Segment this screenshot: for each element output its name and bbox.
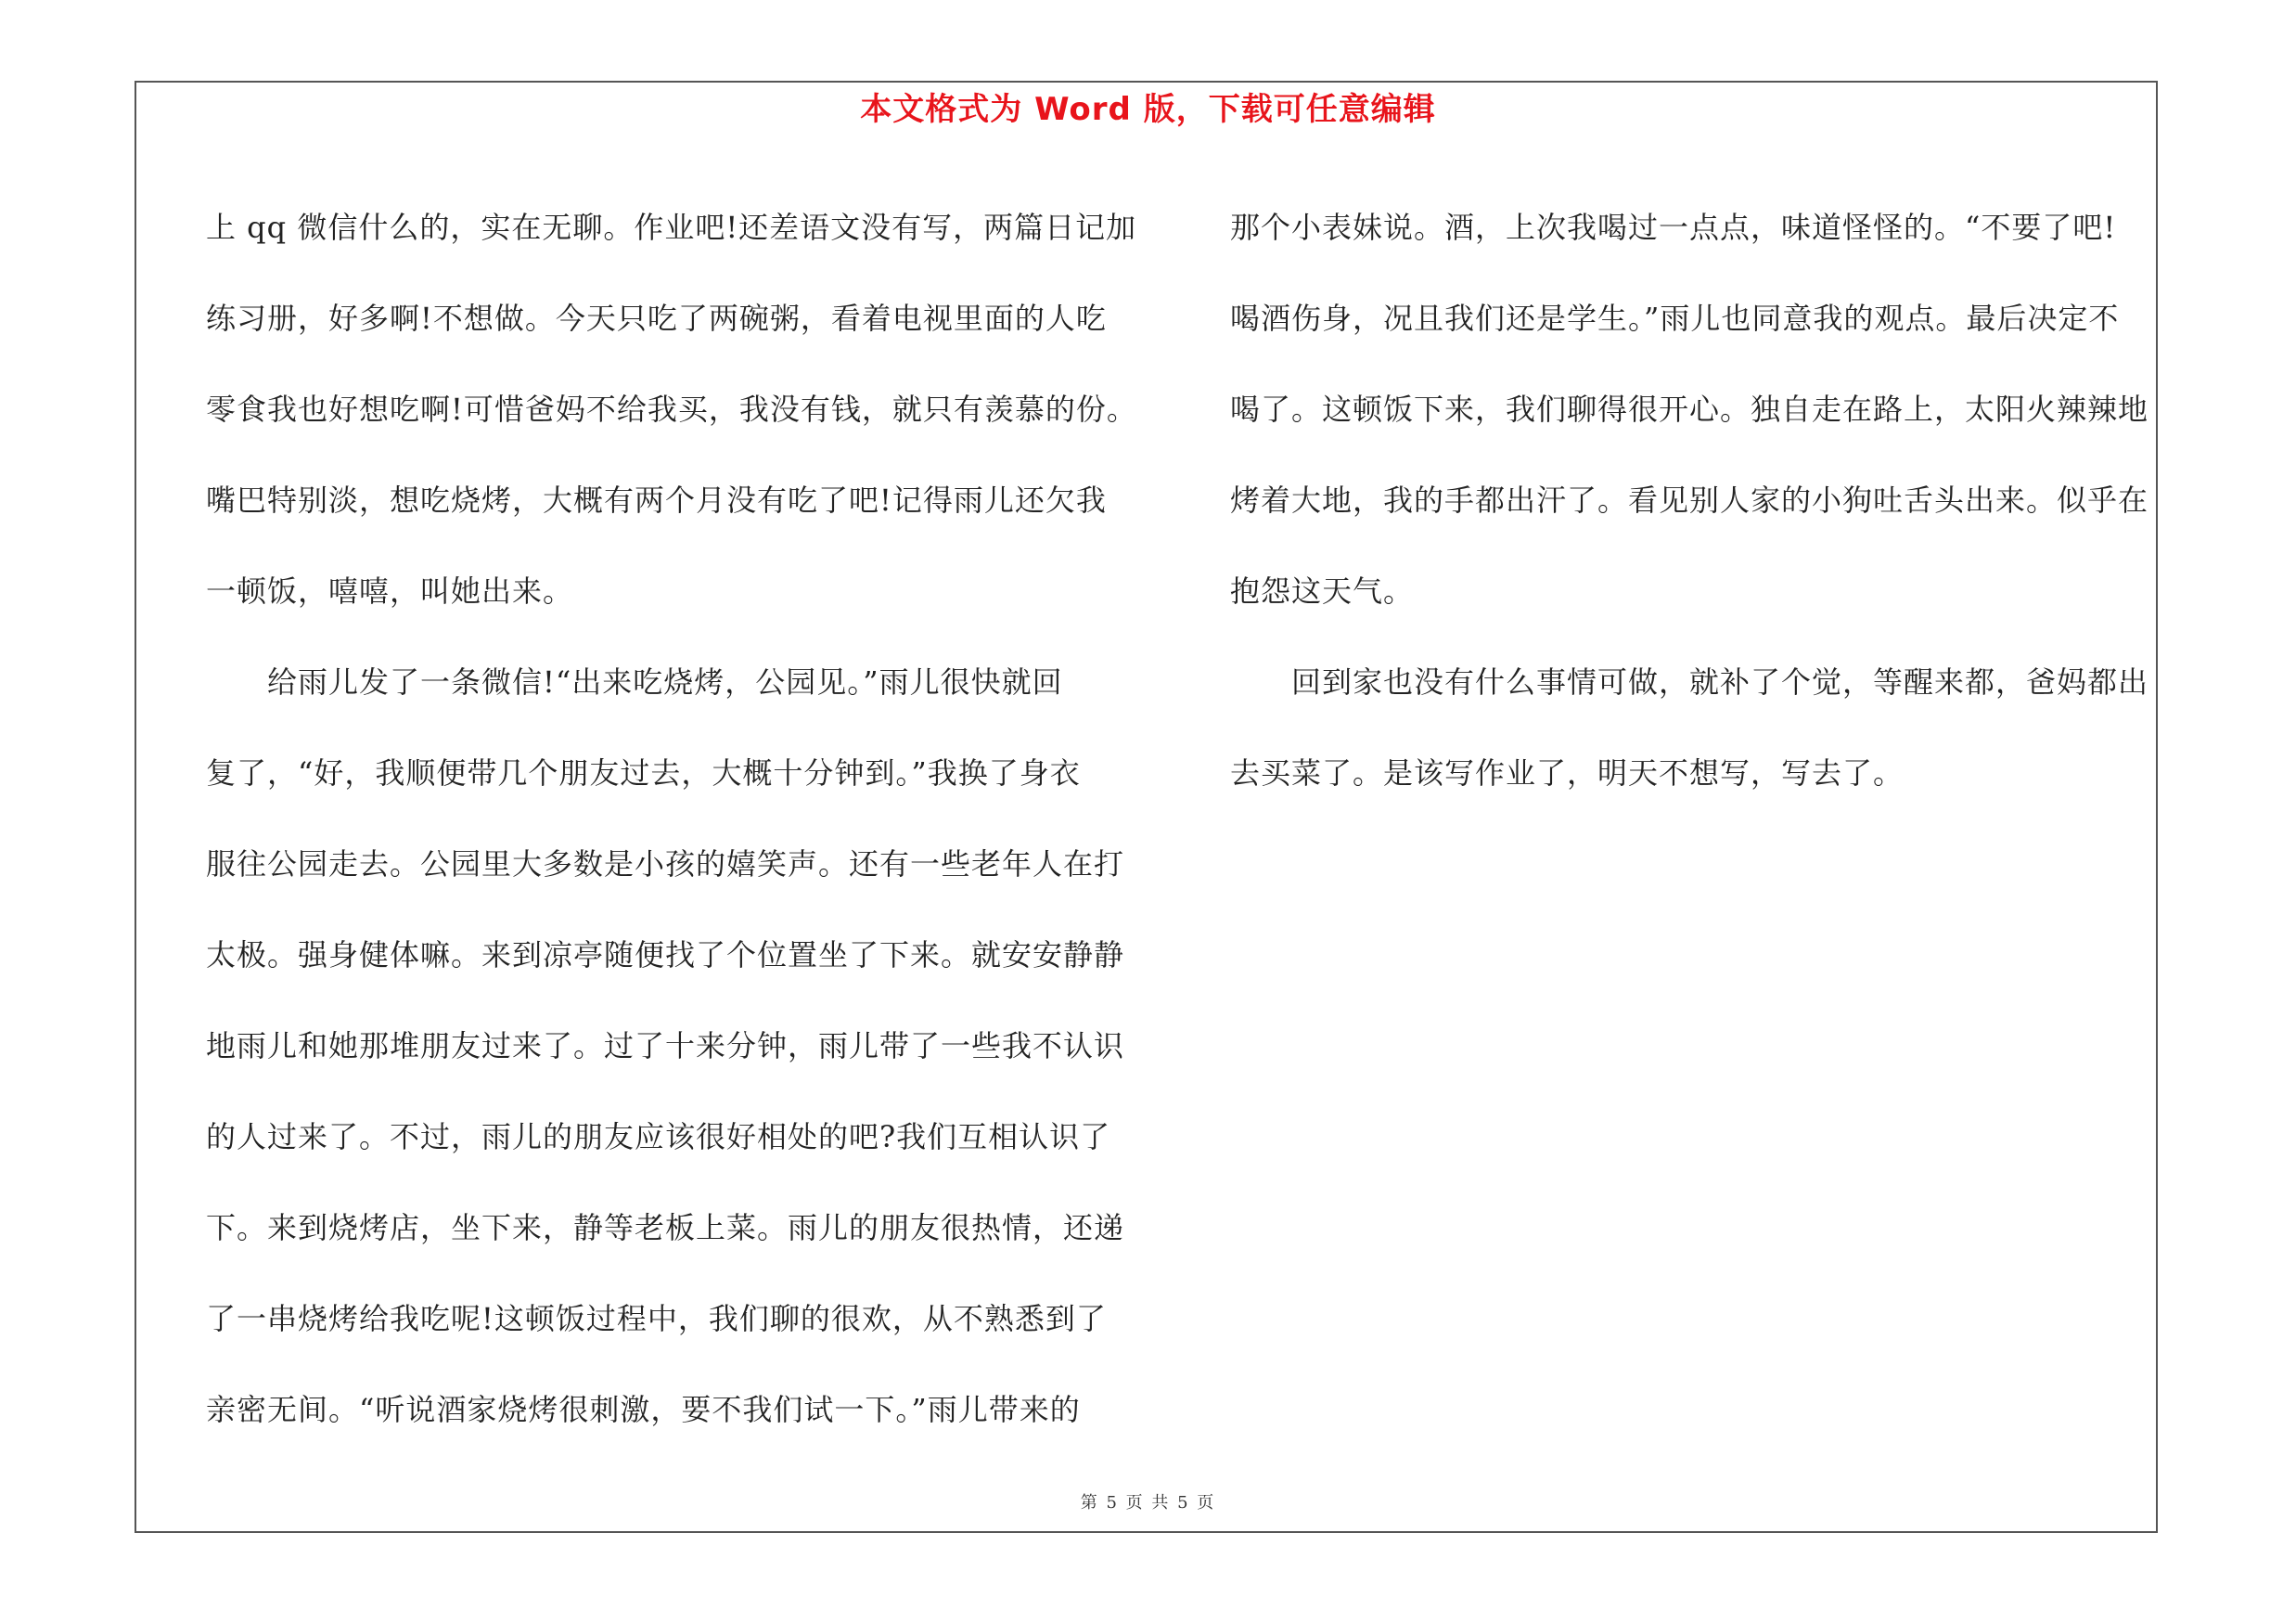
text-line: 下。来到烧烤店，坐下来，静等老板上菜。雨儿的朋友很热情，还递 [206,1210,1125,1245]
text-line: 给雨儿发了一条微信!“出来吃烧烤，公园见。”雨儿很快就回 [206,664,1063,700]
text-line: 的人过来了。不过，雨儿的朋友应该很好相处的吧?我们互相认识了 [206,1119,1111,1154]
text-line: 了一串烧烤给我吃呢!这顿饭过程中，我们聊的很欢，从不熟悉到了 [206,1301,1107,1336]
text-line: 上 qq 微信什么的，实在无聊。作业吧!还差语文没有写，两篇日记加 [206,210,1137,245]
text-line: 抱怨这天气。 [1230,573,1415,609]
text-line: 地雨儿和她那堆朋友过来了。过了十来分钟，雨儿带了一些我不认识 [206,1028,1125,1063]
text-line: 去买菜了。是该写作业了，明天不想写，写去了。 [1230,755,1905,791]
text-line: 亲密无间。“听说酒家烧烤很刺激，要不我们试一下。”雨儿带来的 [206,1392,1081,1427]
text-line: 回到家也没有什么事情可做，就补了个觉，等醒来都，爸妈都出 [1230,664,2149,700]
right-text-column [1230,182,2152,818]
text-line: 太极。强身健体嘛。来到凉亭随便找了个位置坐了下来。就安安静静 [206,937,1125,973]
text-line: 那个小表妹说。酒，上次我喝过一点点，味道怪怪的。“不要了吧! [1230,210,2117,245]
text-line: 复了，“好，我顺便带几个朋友过去，大概十分钟到。”我换了身衣 [206,755,1081,791]
text-line: 零食我也好想吃啊!可惜爸妈不给我买，我没有钱，就只有羡慕的份。 [206,392,1137,427]
page-number-footer: 第 5 页 共 5 页 [1080,1493,1216,1513]
format-banner: 本文格式为 Word 版，下载可任意编辑 [860,91,1436,128]
text-line: 烤着大地，我的手都出汗了。看见别人家的小狗吐舌头出来。似乎在 [1230,483,2149,518]
text-line: 服往公园走去。公园里大多数是小孩的嬉笑声。还有一些老年人在打 [206,846,1125,882]
text-line: 练习册，好多啊!不想做。今天只吃了两碗粥，看着电视里面的人吃 [206,301,1107,336]
text-line: 喝酒伤身，况且我们还是学生。”雨儿也同意我的观点。最后决定不 [1230,301,2120,336]
text-line: 喝了。这顿饭下来，我们聊得很开心。独自走在路上，太阳火辣辣地 [1230,392,2149,427]
text-line: 一顿饭，嘻嘻，叫她出来。 [206,573,574,609]
left-text-column [206,182,1137,1455]
text-line: 嘴巴特别淡，想吃烧烤，大概有两个月没有吃了吧!记得雨儿还欠我 [206,483,1107,518]
